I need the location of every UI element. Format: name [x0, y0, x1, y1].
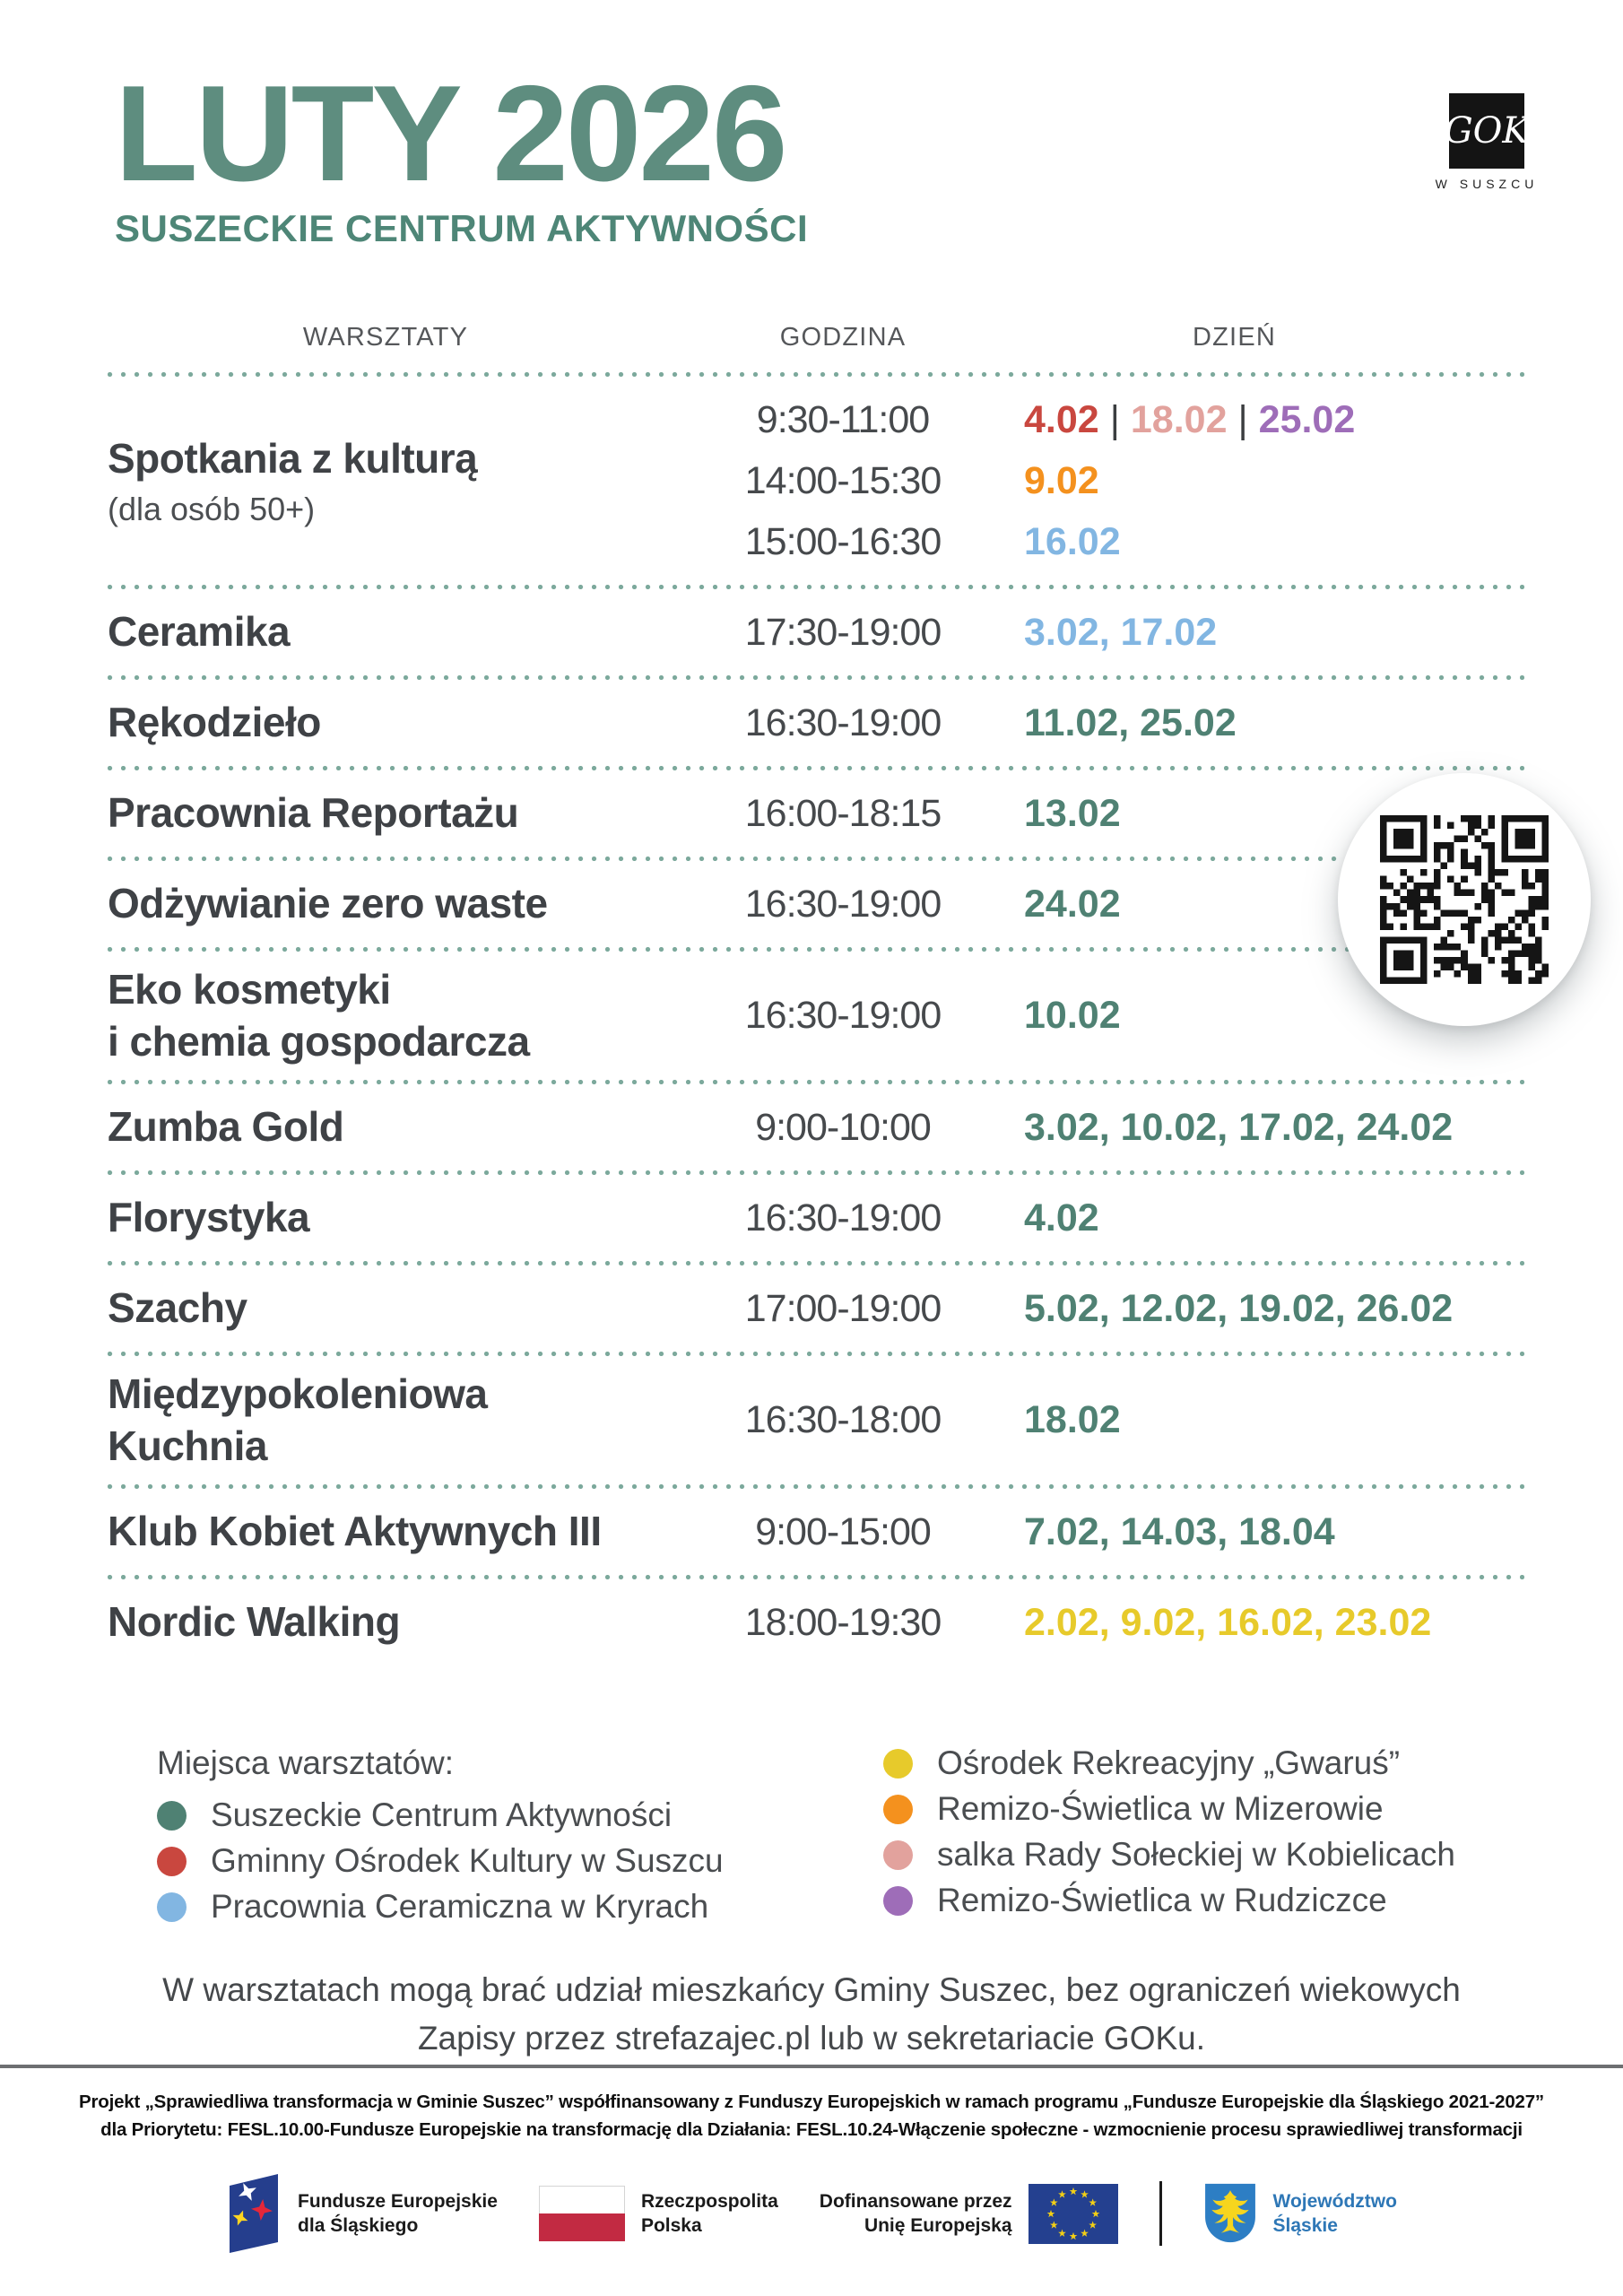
date-value: 7.02, 14.03, 18.04 — [1024, 1509, 1335, 1553]
slot-dates — [1022, 1398, 1524, 1442]
col-header-dzien: DZIEŃ — [1193, 323, 1276, 352]
legend-items-left — [157, 1796, 883, 1926]
workshop-name — [108, 1596, 664, 1648]
table-row — [108, 861, 1524, 947]
legend-item — [157, 1888, 883, 1926]
logo-rzeczpospolita-polska — [539, 2186, 778, 2241]
time-date-slot — [664, 1592, 1524, 1653]
time-date-slot — [664, 511, 1524, 572]
slot-list — [664, 1501, 1524, 1562]
footer-line-2: dla Priorytetu: FESL.10.00-Fundusze Europejskie na transformację dla Działania: FESL.10.24-Włączenie społeczne - wzmocnienie procesu sprawiedliwej transformacji — [100, 2119, 1523, 2140]
slot-time: 18:00-19:30 — [744, 1600, 942, 1644]
workshop-name — [108, 878, 664, 930]
legend-color-dot — [157, 1847, 187, 1876]
time-date-slot — [664, 450, 1524, 511]
workshop-name-line: Zumba Gold — [108, 1103, 344, 1151]
workshop-name — [108, 1101, 664, 1153]
workshop-name-line: Rękodzieło — [108, 699, 321, 746]
date-value: 24.02 — [1024, 882, 1121, 926]
slot-dates — [1022, 1287, 1524, 1331]
logos-divider — [1159, 2181, 1162, 2246]
legend-item — [157, 1842, 883, 1880]
table-row — [108, 1579, 1524, 1665]
date-value: 18.02 — [1130, 397, 1228, 441]
legend-color-dot — [883, 1840, 913, 1870]
time-date-slot — [664, 1390, 1524, 1451]
date-value: 3.02, 17.02 — [1024, 610, 1218, 654]
slot-dates — [1022, 611, 1524, 655]
notes — [0, 1966, 1623, 2062]
slot-time: 16:30-18:00 — [744, 1398, 942, 1441]
legend-label: Pracownia Ceramiczna w Kryrach — [211, 1888, 709, 1925]
slot-time: 9:30-11:00 — [756, 397, 930, 441]
legend-color-dot — [883, 1749, 913, 1779]
legend-item — [883, 1744, 1455, 1782]
table-row — [108, 377, 1524, 585]
slot-time: 16:00-18:15 — [744, 791, 942, 835]
date-value: 16.02 — [1024, 519, 1121, 563]
legend-color-dot — [883, 1795, 913, 1824]
slot-time: 17:00-19:00 — [744, 1286, 942, 1330]
fundusze-europejskie-label: Fundusze Europejskie dla Śląskiego — [298, 2190, 498, 2236]
workshop-name-line: i chemia gospodarcza — [108, 1017, 530, 1065]
slot-list — [664, 1592, 1524, 1653]
table-row — [108, 680, 1524, 766]
table-rows — [108, 372, 1524, 1665]
slot-list — [664, 1390, 1524, 1451]
eu-flag-icon — [1028, 2184, 1118, 2244]
date-value: 4.02 — [1024, 397, 1099, 441]
date-value: 3.02, 10.02, 17.02, 24.02 — [1024, 1105, 1454, 1149]
table-row — [108, 1084, 1524, 1170]
slot-dates — [1022, 459, 1524, 503]
legend-color-dot — [157, 1892, 187, 1922]
gok-logo-text: GOK — [1444, 110, 1530, 152]
slot-time: 16:30-19:00 — [744, 994, 942, 1037]
silesia-coat-of-arms-icon — [1203, 2181, 1257, 2246]
table-row — [108, 770, 1524, 857]
slot-time: 16:30-19:00 — [744, 882, 942, 926]
time-date-slot — [664, 1187, 1524, 1248]
legend-column-left — [157, 1744, 883, 1934]
table-row — [108, 1265, 1524, 1352]
slot-list — [664, 1187, 1524, 1248]
slot-dates — [1022, 398, 1524, 442]
schedule-table — [108, 323, 1524, 1665]
slot-list — [664, 1278, 1524, 1339]
workshop-name-line: Ceramika — [108, 608, 291, 656]
gok-logo — [1433, 93, 1541, 191]
logo-fundusze-europejskie — [226, 2173, 498, 2254]
slot-time: 15:00-16:30 — [744, 519, 942, 563]
legend-label: Remizo-Świetlica w Rudziczce — [937, 1882, 1387, 1918]
date-value: 4.02 — [1024, 1196, 1099, 1239]
workshop-name-line: Kuchnia — [108, 1422, 267, 1469]
workshop-name-line: Spotkania z kulturą — [108, 435, 478, 483]
workshop-name — [108, 964, 664, 1067]
workshop-note: (dla osób 50+) — [108, 490, 316, 527]
table-row — [108, 1175, 1524, 1261]
workshop-name-line: Nordic Walking — [108, 1598, 401, 1646]
legend-item — [157, 1796, 883, 1834]
table-row — [108, 1489, 1524, 1575]
slot-dates — [1022, 1601, 1524, 1645]
logo-unia-europejska — [820, 2184, 1118, 2244]
workshop-name-line: Eko kosmetyki — [108, 966, 391, 1013]
slot-list — [664, 1097, 1524, 1158]
col-header-warsztaty: WARSZTATY — [302, 323, 469, 352]
page-subtitle: SUSZECKIE CENTRUM AKTYWNOŚCI — [115, 207, 809, 250]
slot-time: 17:30-19:00 — [744, 610, 942, 654]
workshop-name — [108, 1369, 664, 1472]
table-row — [108, 589, 1524, 675]
workshop-name-cell — [108, 606, 664, 658]
funding-logos — [0, 2173, 1623, 2254]
workshop-name — [108, 606, 664, 658]
date-separator: | — [1109, 397, 1120, 441]
workshop-name — [108, 787, 664, 839]
date-value: 25.02 — [1258, 397, 1356, 441]
workshop-name-line: Szachy — [108, 1284, 247, 1332]
table-row — [108, 952, 1524, 1080]
date-value: 13.02 — [1024, 791, 1121, 835]
workshop-name-cell — [108, 1506, 664, 1558]
slot-dates — [1022, 701, 1524, 745]
legend-item — [883, 1836, 1455, 1874]
rzeczpospolita-polska-label: Rzeczpospolita Polska — [640, 2190, 778, 2236]
col-header-godzina: GODZINA — [779, 323, 907, 352]
legend-title: Miejsca warsztatów: — [157, 1744, 455, 1781]
workshop-name-cell — [108, 433, 664, 528]
time-date-slot — [664, 602, 1524, 663]
legend-color-dot — [157, 1801, 187, 1831]
date-separator: | — [1237, 397, 1248, 441]
slot-dates — [1022, 520, 1524, 564]
workshop-name-line: Florystyka — [108, 1194, 310, 1241]
workshop-name-cell — [108, 787, 664, 839]
slot-time: 9:00-10:00 — [755, 1105, 931, 1149]
time-date-slot — [664, 389, 1524, 450]
header — [115, 57, 809, 250]
slot-time: 9:00-15:00 — [755, 1509, 931, 1553]
page-title: LUTY 2026 — [115, 57, 785, 210]
slot-time: 14:00-15:30 — [744, 458, 942, 502]
wojewodztwo-slaskie-label: Województwo Śląskie — [1272, 2190, 1397, 2236]
legend-label: salka Rady Sołeckiej w Kobielicach — [937, 1836, 1455, 1873]
slot-list — [664, 602, 1524, 663]
qr-code-icon — [1380, 815, 1549, 984]
date-value: 11.02, 25.02 — [1024, 700, 1237, 744]
workshop-name-cell — [108, 697, 664, 749]
table-row — [108, 1356, 1524, 1484]
legend-label: Gminny Ośrodek Kultury w Suszcu — [211, 1842, 724, 1879]
poland-flag-icon — [539, 2186, 625, 2241]
footer — [0, 2065, 1623, 2254]
slot-list — [664, 389, 1524, 572]
workshop-name-cell — [108, 1596, 664, 1648]
workshop-name — [108, 1283, 664, 1335]
slot-time: 16:30-19:00 — [744, 1196, 942, 1239]
legend — [157, 1744, 1520, 1934]
legend-label: Suszeckie Centrum Aktywności — [211, 1796, 673, 1833]
footer-line-1: Projekt „Sprawiedliwa transformacja w Gminie Suszec” współfinansowany z Funduszy Europejskich w ramach programu „Fundusze Europejskie dla Śląskiego 2021-2027” — [79, 2092, 1544, 2112]
workshop-name-cell — [108, 1101, 664, 1153]
date-value: 2.02, 9.02, 16.02, 23.02 — [1024, 1600, 1432, 1644]
table-header-row — [108, 323, 1524, 352]
qr-code-badge — [1338, 773, 1591, 1026]
workshop-name-line: Pracownia Reportażu — [108, 789, 519, 837]
unia-europejska-label: Dofinansowane przez Unię Europejską — [819, 2190, 1012, 2236]
time-date-slot — [664, 1501, 1524, 1562]
slot-dates — [1022, 1196, 1524, 1240]
workshop-name-cell — [108, 1192, 664, 1244]
workshop-name — [108, 433, 664, 485]
legend-label: Ośrodek Rekreacyjny „Gwaruś” — [937, 1744, 1401, 1781]
slot-time: 16:30-19:00 — [744, 700, 942, 744]
fundusze-europejskie-flag-icon — [226, 2173, 282, 2254]
workshop-name — [108, 697, 664, 749]
notes-line-1: W warsztatach mogą brać udział mieszkańcy Gminy Suszec, bez ograniczeń wiekowych — [162, 1971, 1461, 2008]
time-date-slot — [664, 692, 1524, 753]
legend-color-dot — [883, 1886, 913, 1916]
workshop-name-line: Międzypokoleniowa — [108, 1370, 488, 1417]
time-date-slot — [664, 1097, 1524, 1158]
workshop-name-line: Odżywianie zero waste — [108, 880, 548, 927]
logo-wojewodztwo-slaskie — [1203, 2181, 1397, 2246]
workshop-name-line: Klub Kobiet Aktywnych III — [108, 1508, 602, 1555]
slot-dates — [1022, 1106, 1524, 1150]
workshop-name-cell — [108, 964, 664, 1067]
time-date-slot — [664, 1278, 1524, 1339]
date-value: 10.02 — [1024, 994, 1121, 1037]
date-value: 9.02 — [1024, 458, 1099, 502]
gok-logo-caption: W SUSZCU — [1435, 177, 1539, 191]
workshop-name — [108, 1192, 664, 1244]
notes-line-2: Zapisy przez strefazajec.pl lub w sekretariacie GOKu. — [417, 2019, 1206, 2057]
date-value: 5.02, 12.02, 19.02, 26.02 — [1024, 1286, 1454, 1330]
legend-item — [883, 1790, 1455, 1828]
gok-logo-icon — [1444, 93, 1530, 169]
date-value: 18.02 — [1024, 1398, 1121, 1441]
legend-items-right — [883, 1744, 1455, 1934]
workshop-name — [108, 1506, 664, 1558]
workshop-name-cell — [108, 878, 664, 930]
workshop-name-cell — [108, 1369, 664, 1472]
legend-label: Remizo-Świetlica w Mizerowie — [937, 1790, 1384, 1827]
legend-item — [883, 1882, 1455, 1919]
slot-list — [664, 692, 1524, 753]
workshop-name-cell — [108, 1283, 664, 1335]
slot-dates — [1022, 1510, 1524, 1554]
